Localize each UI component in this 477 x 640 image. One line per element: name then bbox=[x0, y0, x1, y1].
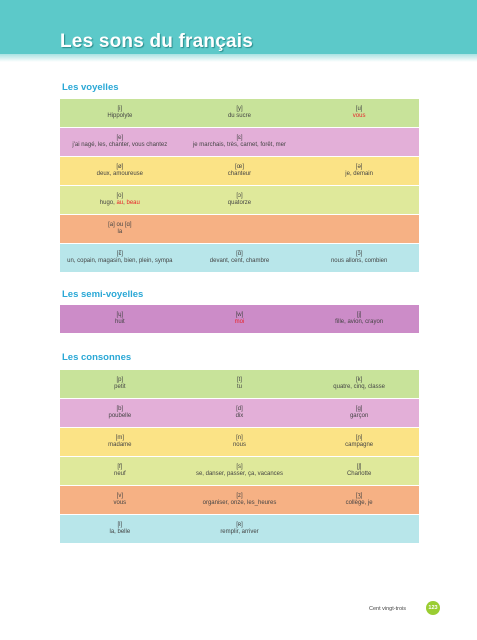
example-words bbox=[60, 113, 180, 121]
example-text: Hippolyte bbox=[107, 113, 133, 119]
example-text: je, demain bbox=[345, 171, 373, 177]
phonetic-symbol: [ɑ̃] bbox=[236, 250, 243, 257]
table-row bbox=[60, 128, 419, 156]
example-words bbox=[180, 171, 300, 179]
sound-cell bbox=[60, 486, 180, 514]
sound-cell bbox=[299, 486, 419, 514]
highlighted-letters: beau bbox=[126, 200, 140, 206]
example-words bbox=[299, 319, 419, 327]
example-words bbox=[60, 229, 180, 237]
example-text: organiser, onze, les_heures bbox=[202, 500, 277, 506]
example-text: tu bbox=[236, 384, 242, 390]
phonetic-symbol: [u] bbox=[355, 105, 363, 112]
example-words bbox=[60, 258, 180, 266]
example-text: huit bbox=[114, 319, 125, 325]
phonetic-symbol: [ɔ̃] bbox=[355, 250, 363, 257]
phonetic-symbol: [v] bbox=[116, 492, 123, 499]
sound-cell bbox=[60, 515, 180, 543]
sound-cell bbox=[299, 157, 419, 185]
semi-voyelles-table bbox=[60, 305, 419, 334]
page-number-text: Cent vingt-trois bbox=[369, 606, 406, 612]
table-row bbox=[60, 486, 419, 514]
phonetic-symbol: [y] bbox=[236, 105, 243, 112]
page-number-badge: 123 bbox=[426, 601, 440, 615]
example-words bbox=[180, 258, 300, 266]
example-text: devant, cent, chambre bbox=[209, 258, 270, 264]
example-text: je marchais, très, carnet, forêt, mer bbox=[192, 142, 286, 148]
phonetic-symbol: [œ] bbox=[234, 163, 244, 170]
sound-cell bbox=[60, 186, 180, 214]
example-words bbox=[60, 413, 180, 421]
example-words bbox=[299, 500, 419, 508]
example-text: vous bbox=[113, 500, 127, 506]
sound-cell bbox=[60, 370, 180, 398]
banner-fade bbox=[0, 54, 477, 62]
phonetic-symbol: [e] bbox=[116, 134, 124, 141]
example-text: nous bbox=[232, 442, 246, 448]
phonetic-symbol: [ɥ] bbox=[116, 311, 124, 318]
highlighted-letters: moi bbox=[234, 319, 245, 325]
example-text: quatorze bbox=[227, 200, 252, 206]
example-words bbox=[180, 500, 300, 508]
example-text: poubelle bbox=[108, 413, 132, 419]
phonetic-symbol: [n] bbox=[236, 434, 243, 441]
phonetic-symbol: [ɛ] bbox=[236, 134, 243, 141]
example-text: Charlotte bbox=[346, 471, 372, 477]
sound-cell bbox=[299, 305, 419, 333]
sound-cell bbox=[299, 515, 419, 543]
phonetic-symbol: [a] ou [ɑ] bbox=[108, 221, 132, 228]
sound-cell bbox=[299, 457, 419, 485]
phonetic-symbol: [ɛ̃] bbox=[116, 250, 123, 257]
table-row bbox=[60, 157, 419, 185]
phonetic-symbol: [k] bbox=[355, 376, 363, 383]
example-words bbox=[299, 171, 419, 179]
table-row bbox=[60, 399, 419, 427]
example-words bbox=[60, 471, 180, 479]
section-title-semi-voyelles: Les semi-voyelles bbox=[62, 289, 144, 300]
example-words bbox=[60, 384, 180, 392]
example-text: neuf bbox=[113, 471, 126, 477]
sound-cell bbox=[299, 399, 419, 427]
example-text: dix bbox=[235, 413, 244, 419]
sound-cell bbox=[299, 186, 419, 214]
phonetic-symbol: [ø] bbox=[116, 163, 124, 170]
example-text: la, belle bbox=[109, 529, 131, 535]
example-words bbox=[180, 384, 300, 392]
example-words bbox=[60, 442, 180, 450]
sound-cell bbox=[299, 99, 419, 127]
table-row bbox=[60, 515, 419, 543]
sound-cell bbox=[180, 215, 300, 243]
example-words bbox=[299, 471, 419, 479]
sound-cell bbox=[180, 515, 300, 543]
table-row bbox=[60, 428, 419, 456]
example-words bbox=[60, 142, 180, 150]
phonetic-symbol: [ɲ] bbox=[355, 434, 363, 441]
example-text: la bbox=[117, 229, 123, 235]
sound-cell bbox=[60, 157, 180, 185]
example-text: un, copain, magasin, bien, plein, sympa bbox=[67, 258, 173, 264]
table-row bbox=[60, 370, 419, 398]
example-words bbox=[180, 142, 300, 150]
sound-cell bbox=[180, 457, 300, 485]
phonetic-symbol: [j] bbox=[356, 311, 362, 318]
sound-cell bbox=[180, 157, 300, 185]
section-title-consonnes: Les consonnes bbox=[62, 352, 132, 363]
sound-cell bbox=[60, 428, 180, 456]
sound-cell bbox=[60, 99, 180, 127]
example-words bbox=[299, 442, 419, 450]
example-text: remplir, arriver bbox=[220, 529, 259, 535]
sound-cell bbox=[299, 428, 419, 456]
phonetic-symbol: [d] bbox=[236, 405, 243, 412]
example-words bbox=[299, 258, 419, 266]
sound-cell bbox=[180, 305, 300, 333]
example-text: fille, avion, crayon bbox=[335, 319, 384, 325]
example-text: nous allons, combien bbox=[330, 258, 388, 264]
example-text: campagne bbox=[345, 442, 374, 448]
example-text: quatre, cinq, classe bbox=[333, 384, 385, 390]
table-row bbox=[60, 99, 419, 127]
example-text: se, danser, passer, ça, vacances bbox=[195, 471, 284, 477]
phonetic-symbol: [ʃ] bbox=[356, 463, 362, 470]
highlighted-letters: au bbox=[116, 200, 124, 206]
page-title: Les sons du français bbox=[60, 31, 254, 52]
example-words bbox=[60, 319, 180, 327]
example-words bbox=[180, 413, 300, 421]
example-text: j'ai nagé, les, chanter, vous chantez bbox=[72, 142, 168, 148]
sound-cell bbox=[180, 244, 300, 272]
phonetic-symbol: [ə] bbox=[355, 163, 363, 170]
sound-cell bbox=[180, 186, 300, 214]
example-words bbox=[180, 442, 300, 450]
sound-cell bbox=[60, 399, 180, 427]
example-text: , bbox=[123, 200, 127, 206]
phonetic-symbol: [ʒ] bbox=[355, 492, 363, 499]
phonetic-symbol: [m] bbox=[115, 434, 124, 441]
sound-cell bbox=[180, 370, 300, 398]
example-words bbox=[180, 200, 300, 208]
example-text: petit bbox=[114, 384, 126, 390]
table-row bbox=[60, 457, 419, 485]
phonetic-symbol: [ɔ] bbox=[236, 192, 243, 199]
example-words bbox=[299, 113, 419, 121]
sound-cell bbox=[60, 305, 180, 333]
phonetic-symbol: [ʀ] bbox=[236, 521, 243, 528]
phonetic-symbol: [l] bbox=[117, 521, 123, 528]
sound-cell bbox=[60, 457, 180, 485]
table-row bbox=[60, 215, 419, 243]
phonetic-symbol: [i] bbox=[117, 105, 123, 112]
table-row bbox=[60, 305, 419, 333]
phonetic-symbol: [o] bbox=[116, 192, 124, 199]
sound-cell bbox=[60, 128, 180, 156]
sound-cell bbox=[299, 215, 419, 243]
sound-cell bbox=[60, 215, 180, 243]
sound-cell bbox=[180, 99, 300, 127]
phonetic-symbol: [t] bbox=[236, 376, 242, 383]
example-words bbox=[180, 529, 300, 537]
example-text: du sucre bbox=[227, 113, 251, 119]
sound-cell bbox=[180, 486, 300, 514]
table-row bbox=[60, 244, 419, 272]
phonetic-symbol: [f] bbox=[117, 463, 123, 470]
sound-cell bbox=[60, 244, 180, 272]
example-words bbox=[299, 413, 419, 421]
example-words bbox=[180, 319, 300, 327]
phonetic-symbol: [b] bbox=[116, 405, 124, 412]
example-text: garçon bbox=[349, 413, 369, 419]
phonetic-symbol: [p] bbox=[116, 376, 124, 383]
consonnes-table bbox=[60, 370, 419, 544]
example-words bbox=[60, 200, 180, 208]
example-text: chanteur bbox=[227, 171, 252, 177]
sound-cell bbox=[180, 399, 300, 427]
phonetic-symbol: [z] bbox=[236, 492, 243, 499]
example-words bbox=[60, 171, 180, 179]
phonetic-symbol: [s] bbox=[236, 463, 243, 470]
table-row bbox=[60, 186, 419, 214]
sound-cell bbox=[299, 244, 419, 272]
phonetic-symbol: [g] bbox=[355, 405, 363, 412]
example-text: hugo, bbox=[99, 200, 117, 206]
sound-cell bbox=[299, 370, 419, 398]
voyelles-table bbox=[60, 99, 419, 273]
example-words bbox=[180, 113, 300, 121]
section-title-voyelles: Les voyelles bbox=[62, 82, 119, 93]
example-words bbox=[60, 500, 180, 508]
example-words bbox=[60, 529, 180, 537]
example-text: collège, je bbox=[345, 500, 373, 506]
sound-cell bbox=[299, 128, 419, 156]
example-text: deux, amoureuse bbox=[96, 171, 144, 177]
highlighted-letters: vous bbox=[352, 113, 366, 119]
sound-cell bbox=[180, 428, 300, 456]
sound-cell bbox=[180, 128, 300, 156]
phonetic-symbol: [w] bbox=[235, 311, 244, 318]
example-words bbox=[180, 471, 300, 479]
example-text: madame bbox=[108, 442, 132, 448]
example-words bbox=[299, 384, 419, 392]
